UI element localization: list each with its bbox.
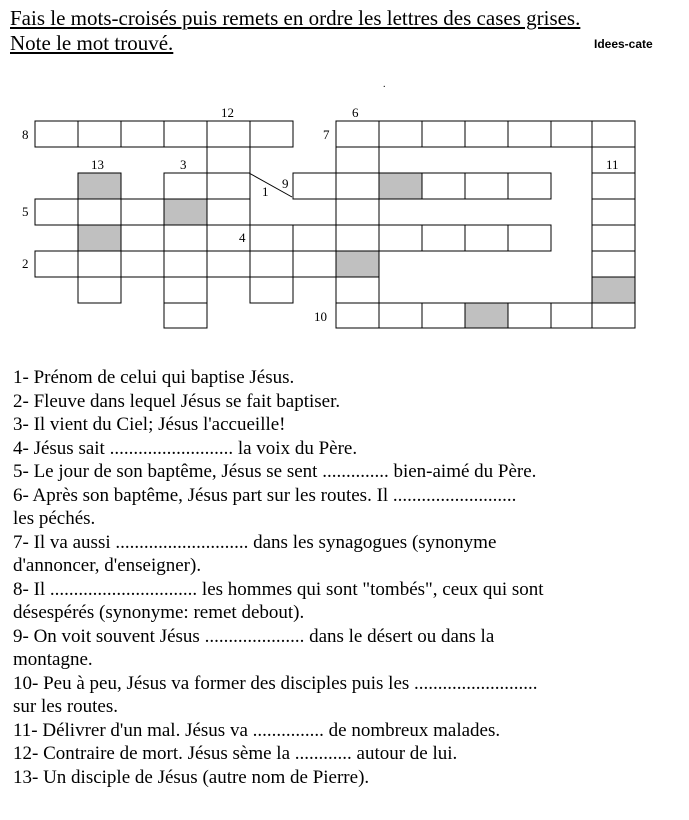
grid-cell[interactable] — [164, 251, 207, 277]
grid-cell[interactable] — [465, 225, 508, 251]
grid-cell[interactable] — [422, 225, 465, 251]
clue-line: les péchés. — [13, 508, 96, 529]
grid-number-4: 4 — [239, 230, 246, 245]
grid-cell[interactable] — [207, 121, 250, 147]
grid-cell[interactable] — [592, 251, 635, 277]
clue-line: d'annoncer, d'enseigner). — [13, 555, 202, 576]
clue-line: sur les routes. — [13, 696, 119, 717]
grid-cell[interactable] — [336, 199, 379, 225]
grid-cell[interactable] — [250, 277, 293, 303]
grid-cell[interactable] — [551, 303, 592, 328]
grid-cell[interactable] — [250, 251, 293, 277]
clue-line: 2- Fleuve dans lequel Jésus se fait baptiser. — [13, 390, 341, 412]
clue-line: 7- Il va aussi ............................ dans les synagogues (synonyme — [13, 531, 497, 553]
grid-cell[interactable] — [207, 199, 250, 225]
grid-cell[interactable] — [250, 225, 293, 251]
grid-cell[interactable] — [336, 225, 379, 251]
grid-number-2: 2 — [22, 256, 29, 271]
clue-line: 3- Il vient du Ciel; Jésus l'accueille! — [13, 414, 286, 435]
grid-cell[interactable] — [592, 225, 635, 251]
grid-cell[interactable] — [465, 173, 508, 199]
grid-cell[interactable] — [508, 121, 551, 147]
grid-cell[interactable] — [164, 303, 207, 328]
grid-number-11: 11 — [606, 157, 619, 172]
grid-cells — [35, 121, 635, 328]
clue-line: 5- Le jour de son baptême, Jésus se sent .............. bien-aimé du Père. — [13, 461, 537, 482]
grey-cell[interactable] — [379, 173, 422, 199]
grid-number-3: 3 — [180, 157, 187, 172]
grid-cell[interactable] — [121, 121, 164, 147]
grey-cell[interactable] — [465, 303, 508, 328]
grid-cell[interactable] — [207, 251, 250, 277]
grid-cell[interactable] — [379, 225, 422, 251]
grey-cell[interactable] — [78, 225, 121, 251]
grid-cell[interactable] — [422, 303, 465, 328]
grid-cell[interactable] — [336, 303, 379, 328]
grid-number-13: 13 — [91, 157, 104, 172]
grid-number-10: 10 — [314, 309, 327, 324]
clue-list — [13, 366, 683, 789]
clue-line: 12- Contraire de mort. Jésus sème la ............ autour de lui. — [13, 743, 458, 764]
grid-cell[interactable] — [78, 199, 121, 225]
grid-cell[interactable] — [78, 277, 121, 303]
grid-cell[interactable] — [465, 121, 508, 147]
grid-cell[interactable] — [164, 121, 207, 147]
clue-line: 4- Jésus sait .......................... la voix du Père. — [13, 437, 358, 459]
grid-cell[interactable] — [379, 303, 422, 328]
grid-cell[interactable] — [207, 147, 250, 173]
grid-cell[interactable] — [164, 277, 207, 303]
grid-cell[interactable] — [336, 147, 379, 173]
clue-line: désespérés (synonyme: remet debout). — [13, 602, 305, 623]
grid-cell[interactable] — [164, 225, 207, 251]
grid-cell[interactable] — [293, 225, 336, 251]
grid-cell[interactable] — [508, 303, 551, 328]
grey-cell[interactable] — [78, 173, 121, 199]
grid-cell[interactable] — [35, 199, 78, 225]
grid-cell[interactable] — [35, 121, 78, 147]
grey-cell[interactable] — [336, 251, 379, 277]
grid-cell[interactable] — [78, 251, 121, 277]
grid-cell[interactable] — [293, 251, 336, 277]
grid-cell[interactable] — [35, 251, 78, 277]
grid-cell[interactable] — [336, 121, 379, 147]
grid-number-7: 7 — [323, 127, 330, 142]
grid-number-8: 8 — [22, 127, 29, 142]
crossword-grid — [0, 0, 689, 340]
grid-cell[interactable] — [336, 173, 379, 199]
grid-cell[interactable] — [250, 121, 293, 147]
grid-cell[interactable] — [508, 173, 551, 199]
grid-cell[interactable] — [592, 199, 635, 225]
grid-cell[interactable] — [121, 199, 164, 225]
grid-number-1: 1 — [262, 184, 269, 199]
instruction-line-1: Fais le mots-croisés puis remets en ordre les lettres des cases grises. — [10, 6, 581, 30]
grid-number-12: 12 — [221, 105, 234, 120]
clue-line: montagne. — [13, 649, 93, 670]
stray-dot: . — [383, 79, 386, 90]
grid-number-5: 5 — [22, 204, 29, 219]
grid-cell[interactable] — [422, 121, 465, 147]
clue-line: 13- Un disciple de Jésus (autre nom de Pierre). — [13, 766, 370, 788]
grid-cell[interactable] — [78, 121, 121, 147]
grid-cell[interactable] — [164, 173, 207, 199]
grey-cell[interactable] — [164, 199, 207, 225]
grid-cell[interactable] — [207, 173, 250, 199]
grid-cell[interactable] — [121, 251, 164, 277]
clue-line: 1- Prénom de celui qui baptise Jésus. — [13, 367, 295, 388]
grid-number-9: 9 — [282, 176, 289, 191]
grid-cell[interactable] — [293, 173, 336, 199]
grid-cell[interactable] — [592, 121, 635, 147]
clue-line: 9- On voit souvent Jésus ..................... dans le désert ou dans la — [13, 625, 495, 647]
grid-cell[interactable] — [422, 173, 465, 199]
grid-cell[interactable] — [379, 121, 422, 147]
grid-cell[interactable] — [592, 303, 635, 328]
grid-cell[interactable] — [508, 225, 551, 251]
grid-cell[interactable] — [336, 277, 379, 303]
grid-cell[interactable] — [592, 173, 635, 199]
brand-label: Idees-cate — [594, 37, 653, 51]
grid-number-6: 6 — [352, 105, 359, 120]
instruction-line-2: Note le mot trouvé. — [10, 31, 174, 55]
clue-line: 8- Il ............................... les hommes qui sont "tombés", ceux qui sont — [13, 578, 544, 600]
clue-line: 6- Après son baptême, Jésus part sur les routes. Il .......................... — [13, 484, 517, 506]
clue-line: 11- Délivrer d'un mal. Jésus va ............... de nombreux malades. — [13, 719, 501, 741]
grid-cell[interactable] — [551, 121, 592, 147]
grey-cell[interactable] — [592, 277, 635, 303]
clue-line: 10- Peu à peu, Jésus va former des disciples puis les .......................... — [13, 672, 538, 694]
